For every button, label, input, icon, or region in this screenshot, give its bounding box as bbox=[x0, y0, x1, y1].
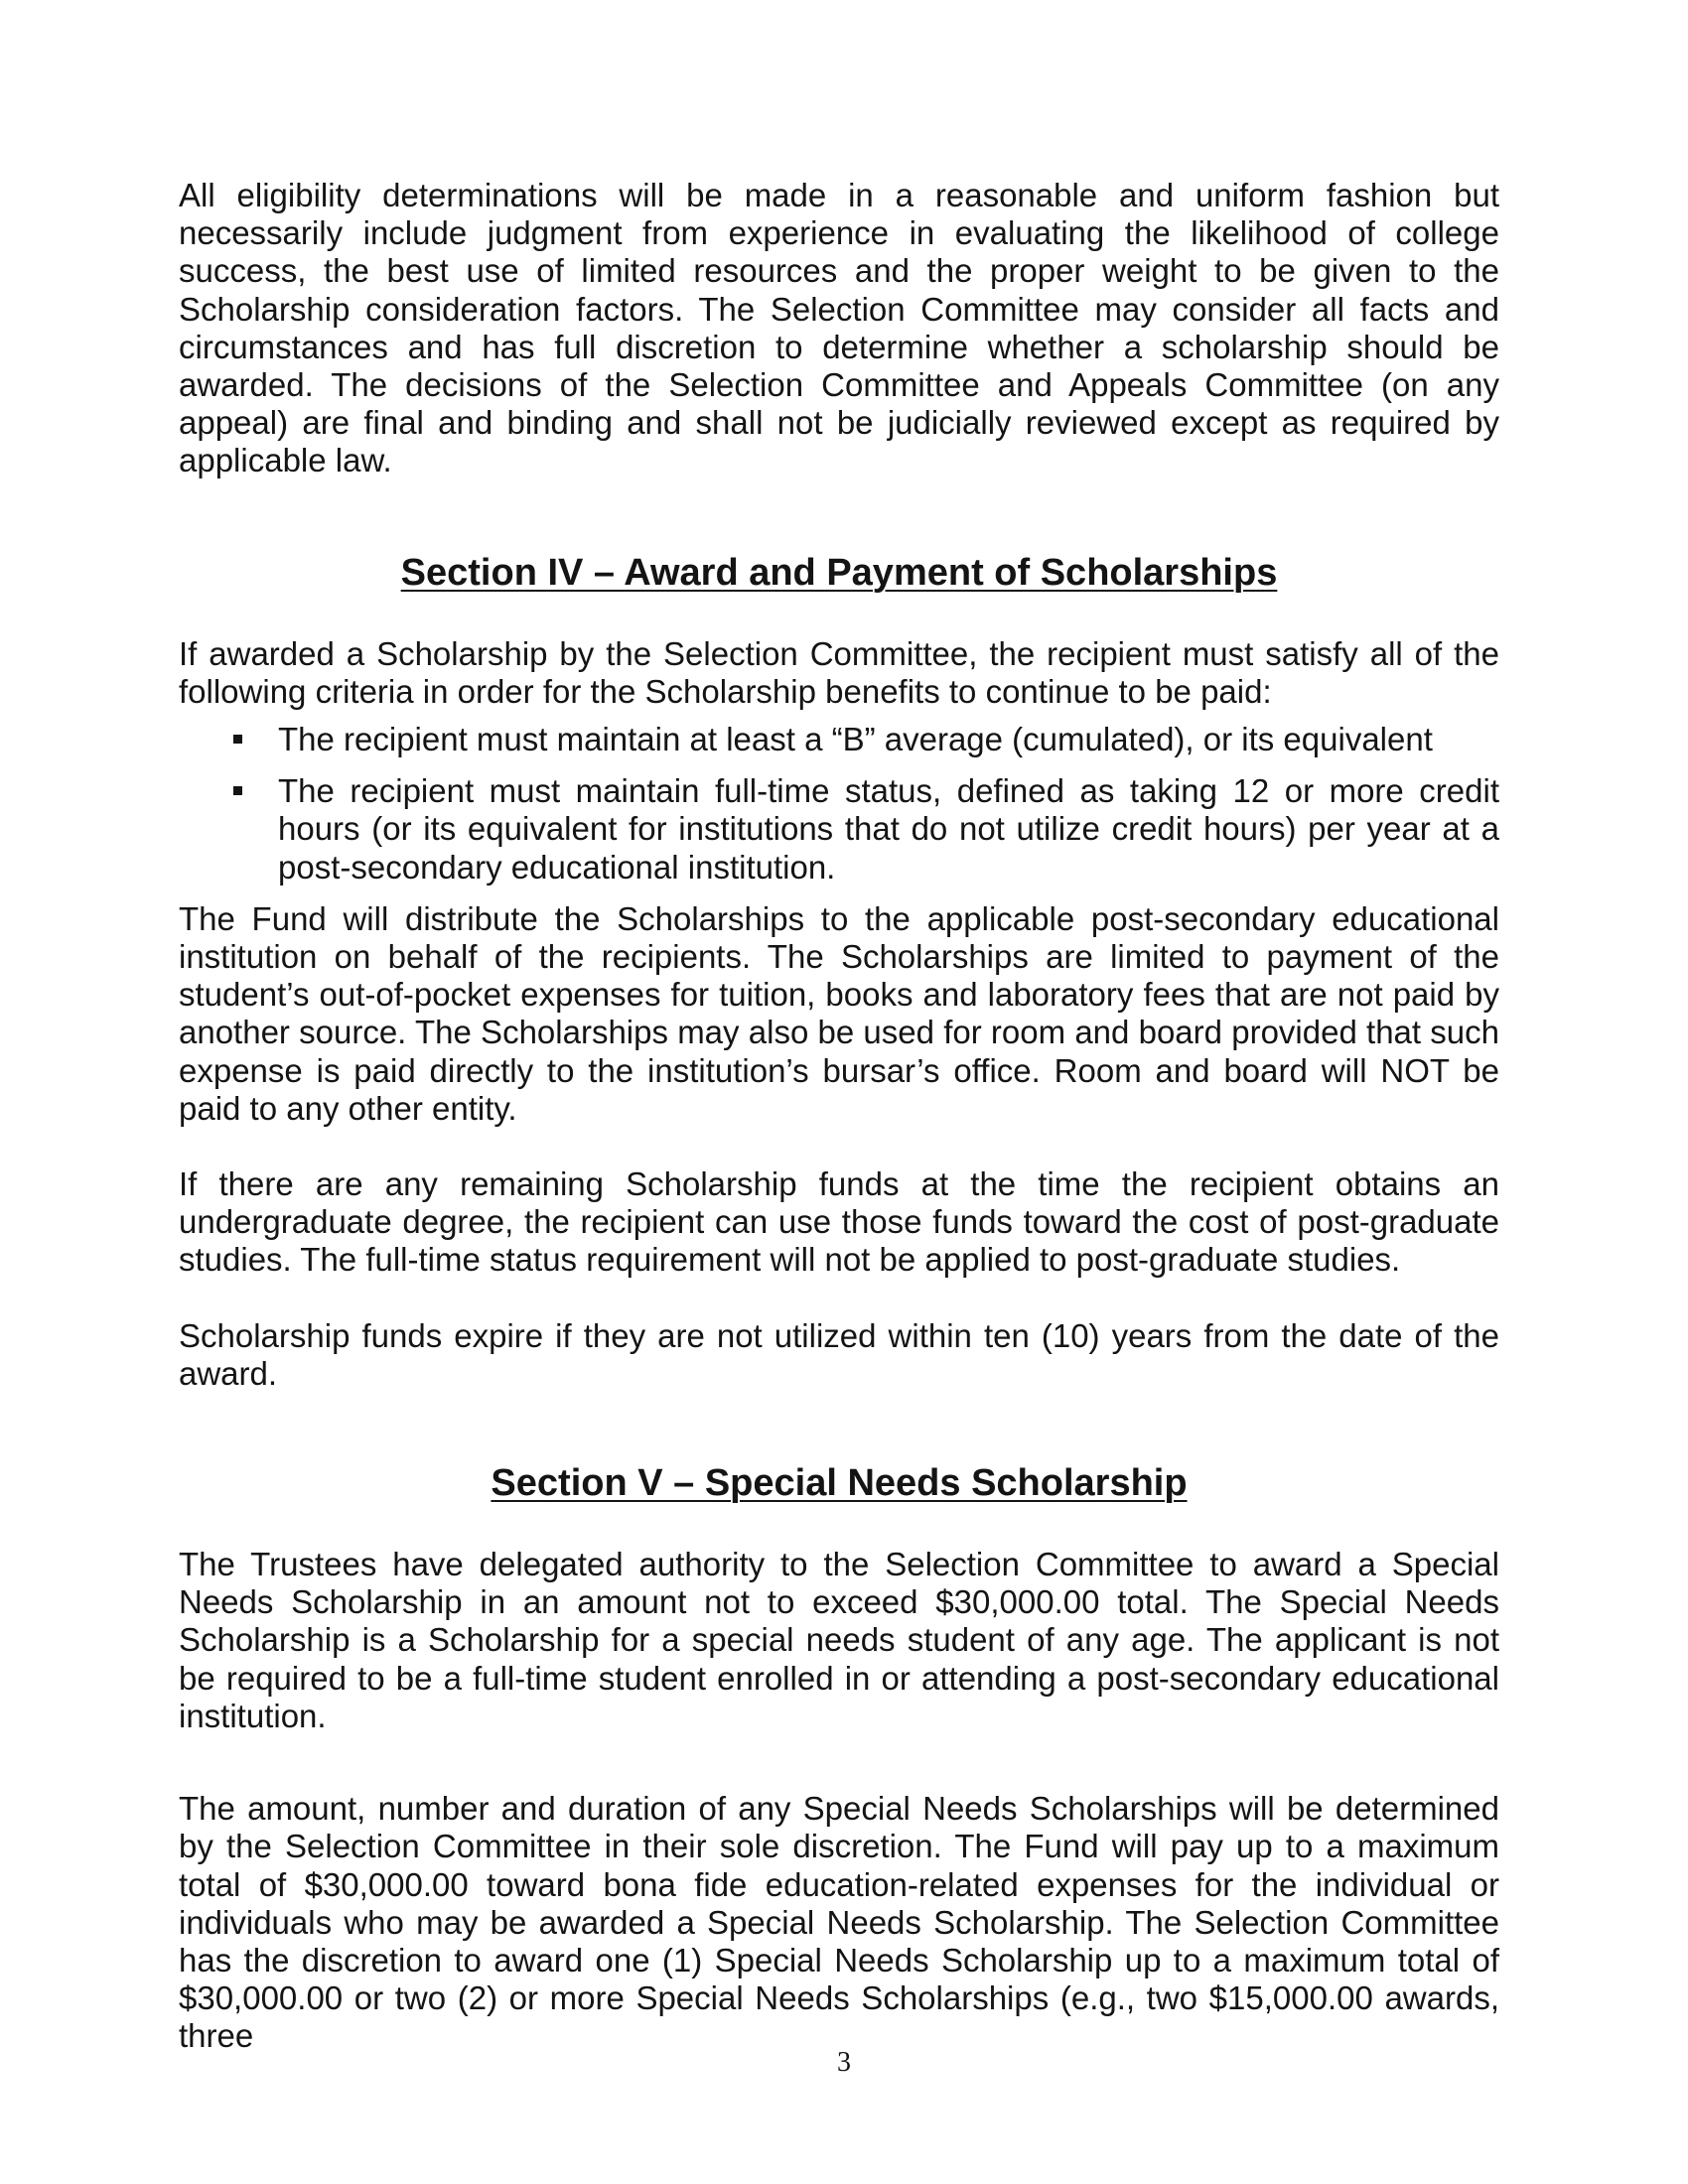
page-number: 3 bbox=[837, 2047, 851, 2078]
remaining-funds-paragraph: If there are any remaining Scholarship funds at the time the recipient obtains an undergraduate degree, the recipient can use those funds toward the cost of post-graduate studies. The full-time status requirement will not be applied to post-graduate studies. bbox=[179, 1165, 1499, 1279]
criteria-list bbox=[179, 721, 1499, 887]
page-content bbox=[179, 177, 1499, 2056]
expiration-paragraph: Scholarship funds expire if they are not utilized within ten (10) years from the date of the award. bbox=[179, 1316, 1499, 1392]
special-needs-amount-paragraph: The amount, number and duration of any Special Needs Scholarships will be determined by the Selection Committee in their sole discretion. The Fund will pay up to a maximum total of $30,000.00 toward bona fide education-related expenses for the individual or individuals who may be awarded a Special Needs Scholarship. The Selection Committee has the discretion to award one (1) Special Needs Scholarship up to a maximum total of $30,000.00 or two (2) or more Special Needs Scholarships (e.g., two $15,000.00 awards, three bbox=[179, 1790, 1499, 2055]
section-iv-heading bbox=[179, 550, 1499, 596]
special-needs-authority-paragraph: The Trustees have delegated authority to the Selection Committee to award a Special Needs Scholarship in an amount not to exceed $30,000.00 total. The Special Needs Scholarship is a Scholarship for a special needs student of any age. The applicant is not be required to be a full-time student enrolled in or attending a post-secondary educational institution. bbox=[179, 1546, 1499, 1734]
section-v-heading-text: Section V – Special Needs Scholarship bbox=[491, 1462, 1188, 1505]
list-item bbox=[179, 772, 1499, 887]
square-bullet-icon bbox=[233, 735, 242, 744]
square-bullet-icon bbox=[233, 786, 242, 795]
section-iv-heading-text: Section IV – Award and Payment of Scholarships bbox=[400, 551, 1278, 594]
criteria-text: The recipient must maintain at least a “B” average (cumulated), or its equivalent bbox=[278, 721, 1433, 758]
list-item bbox=[179, 721, 1499, 758]
award-criteria-intro: If awarded a Scholarship by the Selection Committee, the recipient must satisfy all of the following criteria in order for the Scholarship benefits to continue to be paid: bbox=[179, 634, 1499, 710]
eligibility-paragraph: All eligibility determinations will be made in a reasonable and uniform fashion but necessarily include judgment from experience in evaluating the likelihood of college success, the best use of limited resources and the proper weight to be given to the Scholarship consideration factors. The Selection Committee may consider all facts and circumstances and has full discretion to determine whether a scholarship should be awarded. The decisions of the Selection Committee and Appeals Committee (on any appeal) are final and binding and shall not be judicially reviewed except as required by applicable law. bbox=[179, 177, 1499, 479]
criteria-text: The recipient must maintain full-time status, defined as taking 12 or more credit hours (or its equivalent for institutions that do not utilize credit hours) per year at a post-secondary educational institution. bbox=[278, 772, 1499, 886]
section-v-heading bbox=[179, 1460, 1499, 1506]
distribution-paragraph: The Fund will distribute the Scholarships to the applicable post-secondary educational institution on behalf of the recipients. The Scholarships are limited to payment of the student’s out-of-pocket expenses for tuition, books and laboratory fees that are not paid by another source. The Scholarships may also be used for room and board provided that such expense is paid directly to the institution’s bursar’s office. Room and board will NOT be paid to any other entity. bbox=[179, 899, 1499, 1127]
